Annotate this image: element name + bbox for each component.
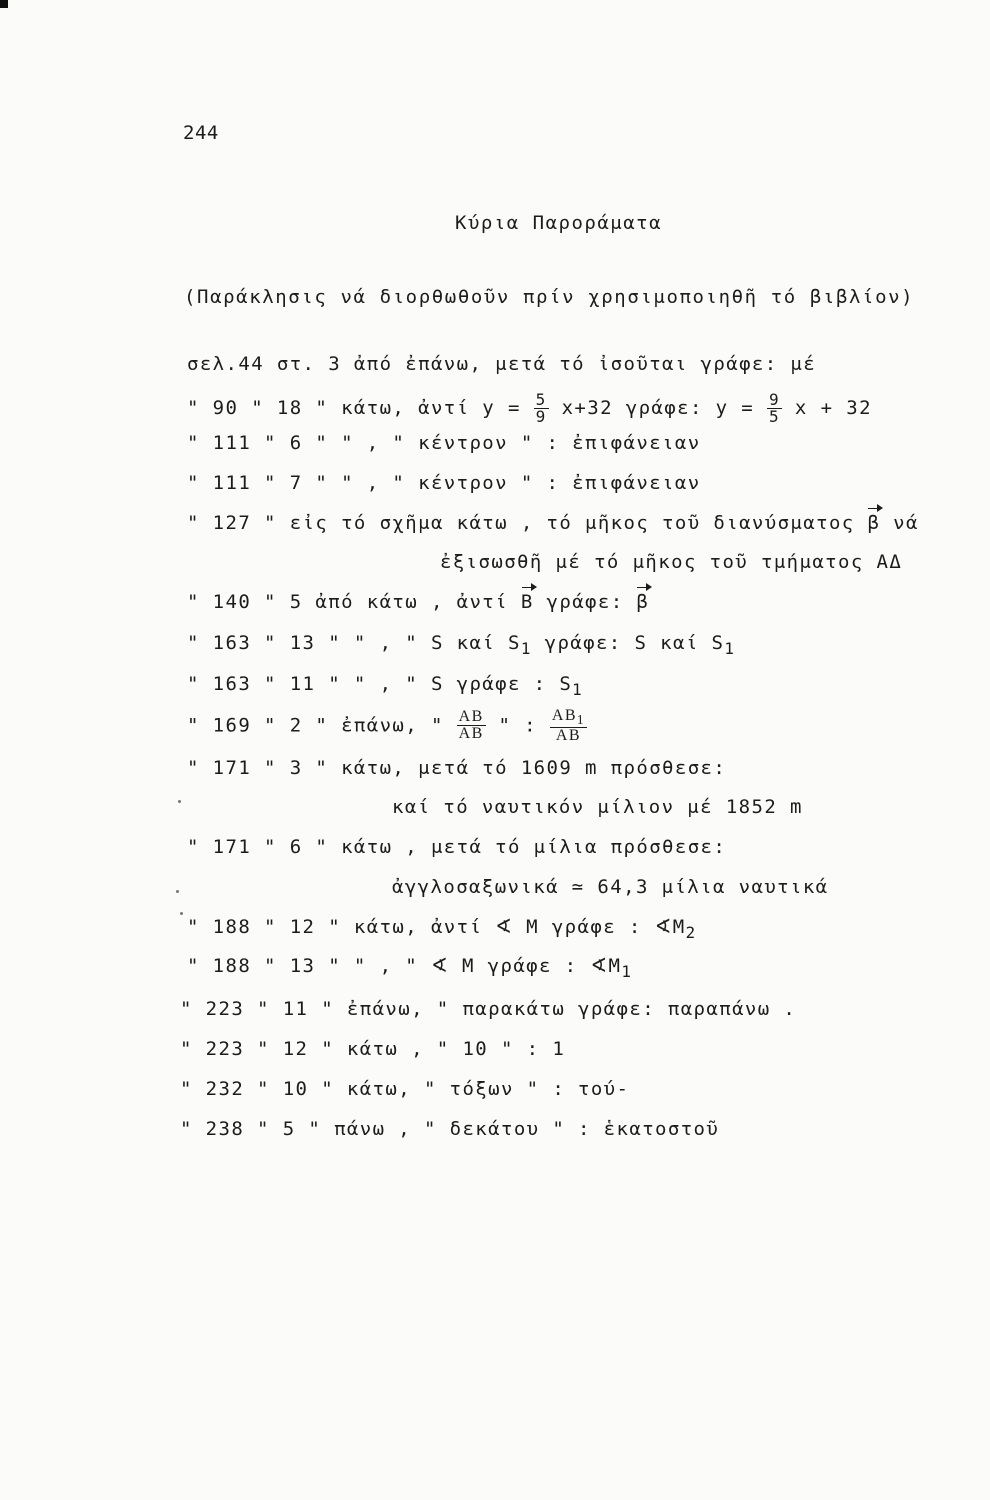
scan-speck xyxy=(178,800,181,803)
errata-row: " 223 " 11 " ἐπάνω, " παρακάτω γράφε: παραπάνω . xyxy=(180,998,797,1020)
fraction xyxy=(457,709,486,742)
errata-text: " 140 " 5 ἀπό κάτω , ἀντί xyxy=(187,591,508,613)
scan-speck xyxy=(176,890,179,893)
errata-row-continuation: ἀγγλοσαξωνικά ≃ 64,3 μίλια ναυτικά xyxy=(392,876,829,898)
errata-row: " 223 " 12 " κάτω , " 10 " : 1 xyxy=(180,1038,566,1060)
errata-text: γράφε: S καί S xyxy=(544,632,725,654)
subscript: 1 xyxy=(572,679,584,699)
errata-row: " 111 " 7 " " , " κέντρον " : ἐπιφάνειαν xyxy=(187,472,701,494)
errata-row xyxy=(187,591,649,613)
errata-row xyxy=(187,512,919,534)
fraction-numerator: 5 xyxy=(535,390,547,409)
errata-text: M γράφε : xyxy=(461,955,578,977)
errata-text: M xyxy=(672,916,686,938)
errata-text: " 163 " 13 " " , " S καί S xyxy=(187,632,521,654)
page-number: 244 xyxy=(183,122,219,144)
errata-text: νά xyxy=(893,512,919,534)
vector-beta: β xyxy=(636,591,650,613)
fraction xyxy=(767,392,782,425)
errata-row-continuation: καί τό ναυτικόν μίλιον μέ 1852 m xyxy=(392,796,803,818)
errata-text: " 188 " 12 " κάτω, ἀντί xyxy=(187,916,483,938)
errata-row: " 232 " 10 " κάτω, " τόξων " : τού- xyxy=(180,1078,630,1100)
scan-edge-mark xyxy=(0,0,8,8)
angle-icon: ∢ xyxy=(430,953,450,977)
page-title: Κύρια Παροράματα xyxy=(455,212,663,234)
fraction-denominator: 9 xyxy=(535,407,547,426)
subscript: 1 xyxy=(724,638,736,658)
angle-icon: ∢ xyxy=(654,914,673,938)
vector-beta: β xyxy=(867,512,881,534)
errata-text: " 163 " 11 " " , " S γράφε : S xyxy=(187,673,573,695)
fraction-denominator: AB xyxy=(458,725,484,743)
fraction-numerator: AB xyxy=(458,708,484,726)
errata-text: x + 32 xyxy=(794,397,872,419)
errata-row xyxy=(187,392,872,425)
fraction-numerator: 9 xyxy=(769,390,781,409)
fraction-denominator: 5 xyxy=(769,407,781,426)
fraction xyxy=(550,708,587,744)
errata-row: " 171 " 3 " κάτω, μετά τό 1609 m πρόσθεσε: xyxy=(187,757,727,779)
errata-row: " 238 " 5 " πάνω , " δεκάτου " : ἑκατοστοῦ xyxy=(180,1118,720,1140)
errata-text: M xyxy=(608,955,622,977)
errata-text: " 188 " 13 " " , " xyxy=(187,955,419,977)
errata-text: " 127 " εἰς τό σχῆμα κάτω , τό μῆκος τοῦ διανύσματος xyxy=(187,512,855,534)
subscript: 1 xyxy=(621,961,633,981)
errata-text: M γράφε : xyxy=(526,916,642,938)
errata-text: " 169 " 2 " ἐπάνω, " xyxy=(187,714,444,737)
errata-text: x+32 γράφε: y = xyxy=(561,397,755,419)
errata-row: σελ.44 στ. 3 ἀπό ἐπάνω, μετά τό ἰσοῦται γράφε: μέ xyxy=(187,353,817,375)
errata-row: " 171 " 6 " κάτω , μετά τό μίλια πρόσθεσε: xyxy=(187,836,727,858)
errata-row-continuation: ἐξισωσθῆ μέ τό μῆκος τοῦ τμήματος ΑΔ xyxy=(440,551,903,573)
errata-row xyxy=(187,632,735,658)
subscript: 1 xyxy=(520,638,532,658)
fraction-denominator: AB xyxy=(555,726,581,744)
errata-text: " 90 " 18 " κάτω, ἀντί y = xyxy=(187,397,521,419)
angle-icon: ∢ xyxy=(495,914,514,938)
subtitle: (Παράκλησις νά διορθωθοῦν πρίν χρησιμοποιηθῆ τό βιβλίον) xyxy=(184,286,915,308)
errata-row xyxy=(187,673,583,699)
errata-row xyxy=(187,914,697,942)
errata-row: " 111 " 6 " " , " κέντρον " : ἐπιφάνειαν xyxy=(187,432,701,454)
fraction-numerator-text: AB xyxy=(551,707,577,724)
errata-row xyxy=(187,708,587,744)
fraction-numerator xyxy=(550,708,587,728)
errata-text: " : xyxy=(498,714,538,737)
fraction xyxy=(534,392,549,425)
vector-b: B xyxy=(520,591,534,613)
subscript: 1 xyxy=(576,712,585,728)
errata-row xyxy=(187,953,632,981)
errata-text: γράφε: xyxy=(546,591,624,613)
scan-speck xyxy=(180,912,183,915)
subscript: 2 xyxy=(685,922,697,942)
angle-icon: ∢ xyxy=(590,953,609,977)
